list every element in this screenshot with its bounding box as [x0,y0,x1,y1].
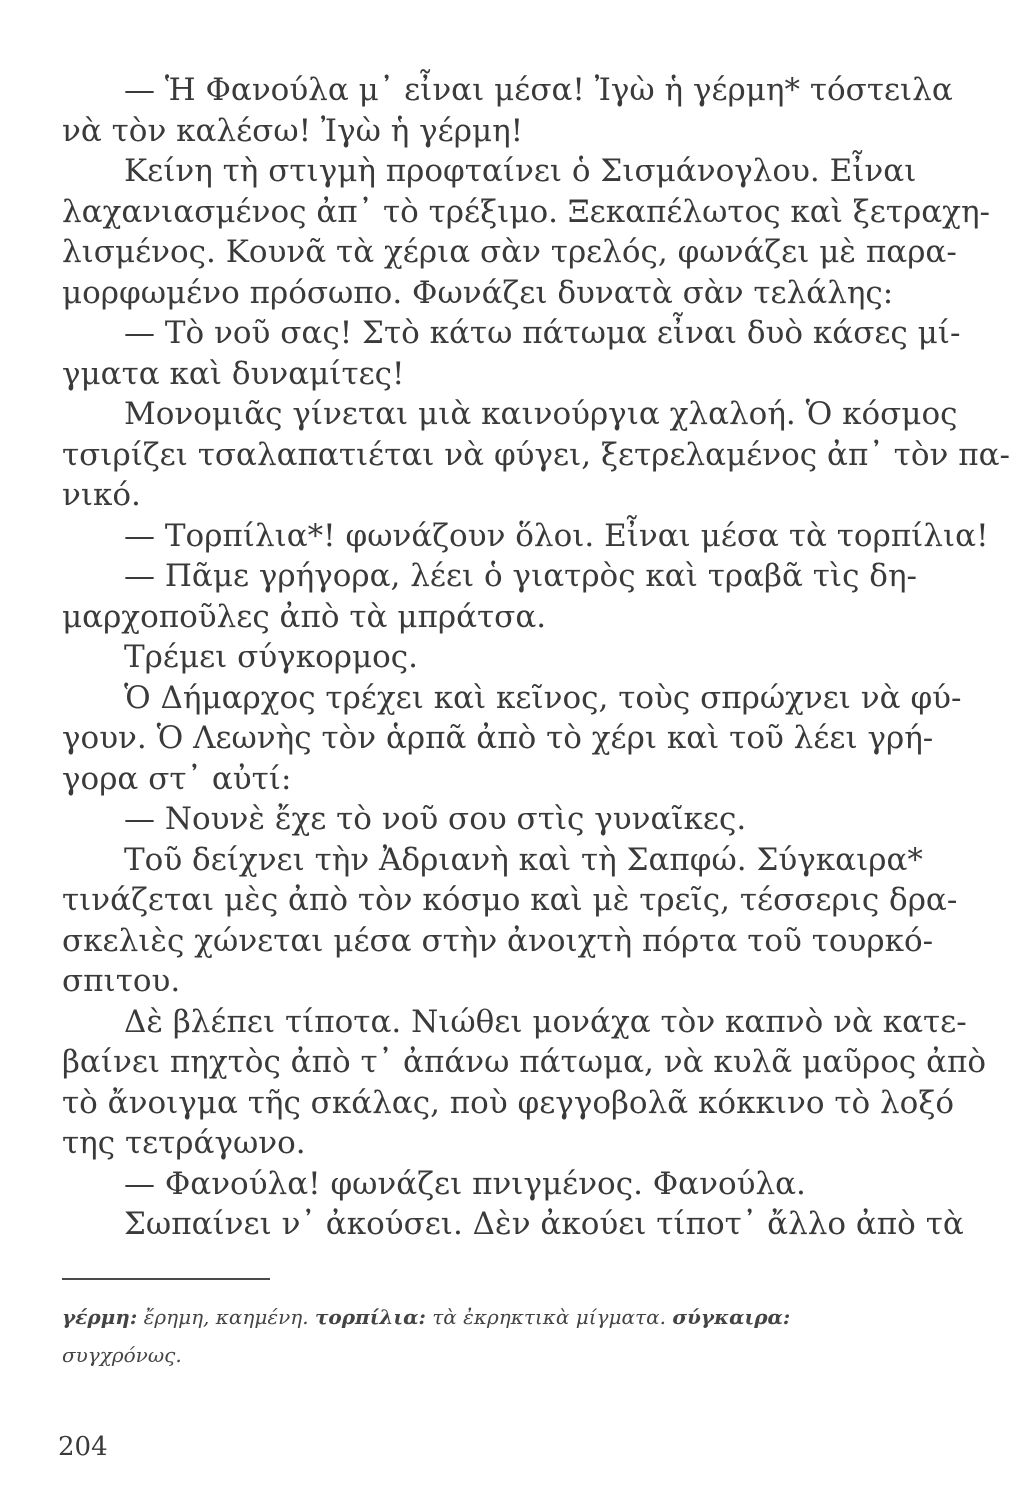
main-text [62,70,1010,1245]
text-line: Ὁ Δήμαρχος τρέχει καὶ κεῖνος, τοὺς σπρώχνει νὰ φύ- [124,679,962,716]
text-line: γορα στ᾽ αὐτί: [62,760,292,797]
footnote-line [62,1336,910,1374]
text-line: τὸ ἄνοιγμα τῆς σκάλας, ποὺ φεγγοβολᾶ κόκκινο τὸ λοξό [62,1084,955,1121]
text-line: — Νουνὲ ἔχε τὸ νοῦ σου στὶς γυναῖκες. [124,801,747,837]
page-number: 204 [58,1432,108,1462]
text-line: Κείνη τὴ στιγμὴ προφταίνει ὁ Σισμάνογλου. Εἶναι [124,153,917,189]
text-line: μαρχοποῦλες ἀπὸ τὰ μπράτσα. [62,598,547,635]
text-line: νὰ τὸν καλέσω! Ἰγὼ ἡ γέρμη! [62,112,524,149]
text-line: Σωπαίνει ν᾽ ἀκούσει. Δὲν ἀκούει τίποτ᾽ ἄλλο ἀπὸ τὰ [124,1206,964,1242]
footnote-definition: ἔρημη, καημένη. [143,1305,309,1329]
text-line: νικό. [62,477,141,513]
text-line: Δὲ βλέπει τίποτα. Νιώθει μονάχα τὸν καπνὸ νὰ κατε- [124,1003,967,1040]
text-line: σκελιὲς χώνεται μέσα στὴν ἀνοιχτὴ πόρτα τοῦ τουρκό- [62,922,934,959]
text-line: βαίνει πηχτὸς ἀπὸ τ᾽ ἀπάνω πάτωμα, νὰ κυλᾶ μαῦρος ἀπὸ [62,1044,987,1080]
text-line: γουν. Ὁ Λεωνὴς τὸν ἁρπᾶ ἀπὸ τὸ χέρι καὶ τοῦ λέει γρή- [62,720,934,756]
text-line: λισμένος. Κουνᾶ τὰ χέρια σὰν τρελός, φωνάζει μὲ παρα- [62,234,957,270]
text-line: — Φανούλα! φωνάζει πνιγμένος. Φανούλα. [124,1165,806,1202]
footnote-term: σύγκαιρα: [672,1305,791,1329]
text-line: — Τορπίλια*! φωνάζουν ὅλοι. Εἶναι μέσα τὰ τορπίλια! [124,517,989,554]
text-line: — Πᾶμε γρήγορα, λέει ὁ γιατρὸς καὶ τραβᾶ τὶς δη- [124,558,917,594]
footnote-definition: τὰ ἐκρηκτικὰ μίγματα. [432,1305,666,1329]
footnote-term: γέρμη: [62,1305,138,1329]
text-line: της τετράγωνο. [62,1125,306,1161]
text-line: λαχανιασμένος ἀπ᾽ τὸ τρέξιμο. Ξεκαπέλωτος καὶ ξετραχη- [62,193,991,230]
footnote-term: τορπίλια: [314,1305,426,1329]
text-line: Μονομιᾶς γίνεται μιὰ καινούργια χλαλοή. Ὁ κόσμος [124,396,958,432]
footnote-line [62,1298,910,1336]
text-line: σπιτου. [62,963,181,999]
text-line: γματα καὶ δυναμίτες! [62,355,405,392]
text-line: μορφωμένο πρόσωπο. Φωνάζει δυνατὰ σὰν τελάλης: [62,274,894,311]
text-line: τινάζεται μὲς ἀπὸ τὸν κόσμο καὶ μὲ τρεῖς, τέσσερις δρα- [62,882,958,918]
text-line: — Ἡ Φανούλα μ᾽ εἶναι μέσα! Ἰγὼ ἡ γέρμη* τόστειλα [124,72,953,108]
text-line: — Τὸ νοῦ σας! Στὸ κάτω πάτωμα εἶναι δυὸ κάσες μί- [124,315,961,351]
text-line: τσιρίζει τσαλαπατιέται νὰ φύγει, ξετρελαμένος ἀπ᾽ τὸν πα- [62,436,1010,473]
footnote-definition: συγχρόνως. [62,1343,182,1367]
footnote-divider [62,1278,270,1280]
text-line: Τοῦ δείχνει τὴν Ἀδριανὴ καὶ τὴ Σαπφώ. Σύγκαιρα* [124,841,923,878]
footnotes [62,1298,910,1374]
text-line: Τρέμει σύγκορμος. [124,639,419,675]
